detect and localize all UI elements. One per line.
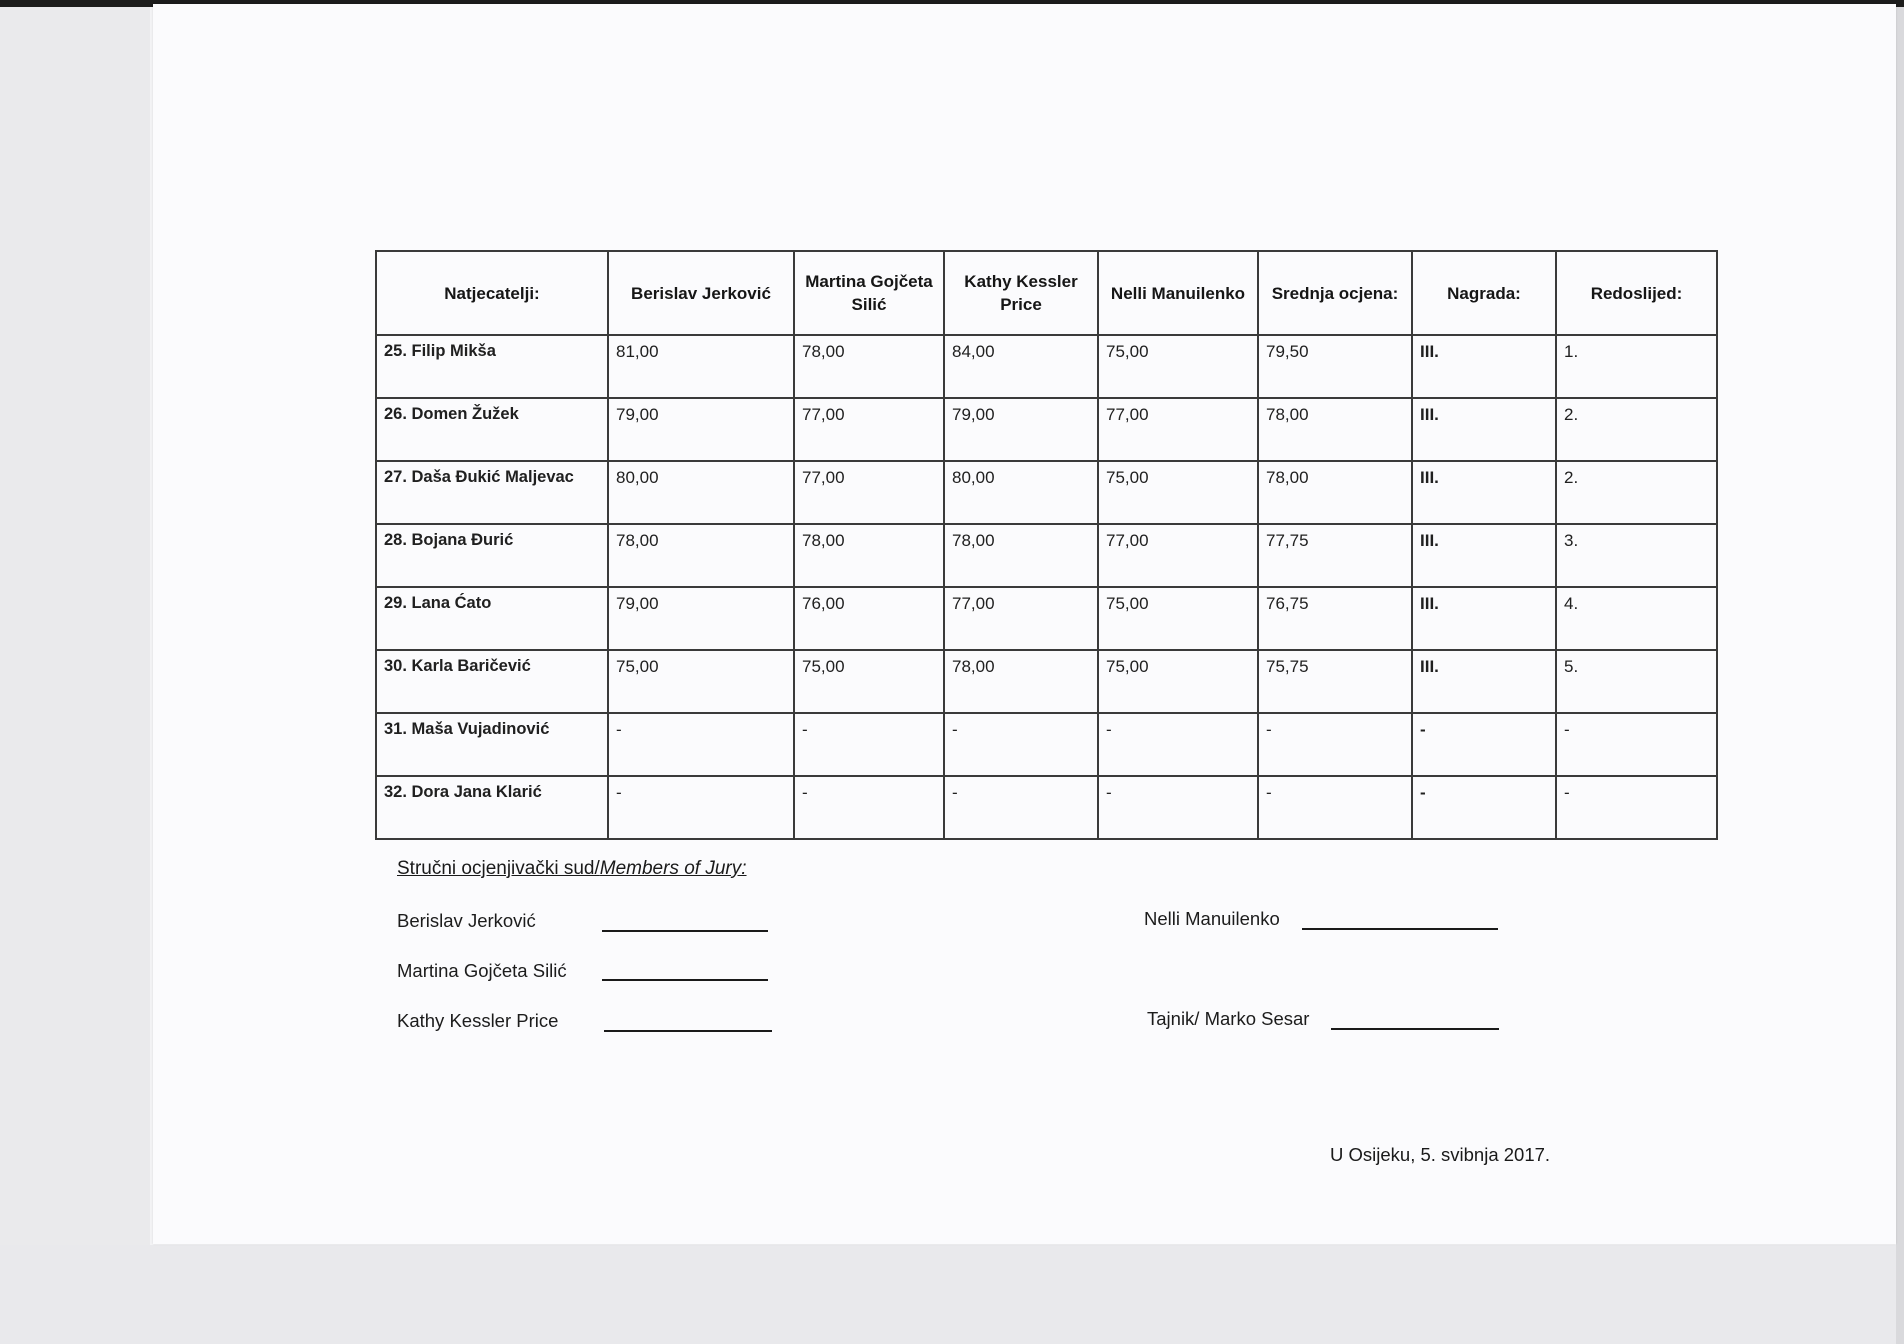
score-juror-4: 75,00 <box>1098 650 1258 713</box>
score-juror-2: 77,00 <box>794 461 944 524</box>
score-juror-1: - <box>608 713 794 776</box>
table-row <box>376 335 1717 398</box>
place-and-date: U Osijeku, 5. svibnja 2017. <box>1330 1144 1551 1165</box>
signature-line <box>1302 928 1498 930</box>
score-juror-4: 77,00 <box>1098 524 1258 587</box>
jury-member-name: Kathy Kessler Price <box>397 1010 559 1031</box>
score-juror-3: 80,00 <box>944 461 1098 524</box>
jury-member-name: Martina Gojčeta Silić <box>397 960 567 981</box>
score-juror-4: - <box>1098 713 1258 776</box>
table-row <box>376 650 1717 713</box>
score-juror-1: - <box>608 776 794 839</box>
score-juror-4: 75,00 <box>1098 335 1258 398</box>
score-juror-2: - <box>794 776 944 839</box>
average-score: 78,00 <box>1258 461 1412 524</box>
header-juror-2: Martina Gojčeta Silić <box>794 251 944 335</box>
score-juror-2: 78,00 <box>794 524 944 587</box>
score-juror-1: 79,00 <box>608 587 794 650</box>
signature-line <box>602 930 768 932</box>
table-row <box>376 587 1717 650</box>
award: III. <box>1412 461 1556 524</box>
score-juror-2: 76,00 <box>794 587 944 650</box>
award: III. <box>1412 650 1556 713</box>
header-award: Nagrada: <box>1412 251 1556 335</box>
header-average: Srednja ocjena: <box>1258 251 1412 335</box>
score-juror-3: 78,00 <box>944 524 1098 587</box>
award: III. <box>1412 335 1556 398</box>
header-juror-4: Nelli Manuilenko <box>1098 251 1258 335</box>
contestant-name: 27. Daša Đukić Maljevac <box>376 461 608 524</box>
score-juror-2: - <box>794 713 944 776</box>
scan-left-margin <box>0 0 150 1344</box>
signature-line <box>602 979 768 981</box>
contestant-name: 28. Bojana Đurić <box>376 524 608 587</box>
score-juror-3: - <box>944 776 1098 839</box>
scan-right-edge <box>1896 0 1904 1344</box>
scan-bottom-margin <box>0 1245 1904 1344</box>
score-juror-2: 78,00 <box>794 335 944 398</box>
score-juror-3: 78,00 <box>944 650 1098 713</box>
header-juror-3: Kathy Kessler Price <box>944 251 1098 335</box>
score-juror-2: 77,00 <box>794 398 944 461</box>
award: - <box>1412 776 1556 839</box>
contestant-name: 32. Dora Jana Klarić <box>376 776 608 839</box>
score-juror-3: 84,00 <box>944 335 1098 398</box>
award: III. <box>1412 524 1556 587</box>
rank: 2. <box>1556 461 1717 524</box>
score-juror-1: 80,00 <box>608 461 794 524</box>
score-juror-1: 75,00 <box>608 650 794 713</box>
score-juror-4: 75,00 <box>1098 461 1258 524</box>
table-row <box>376 776 1717 839</box>
table-row <box>376 524 1717 587</box>
header-row <box>376 251 1717 335</box>
rank: 3. <box>1556 524 1717 587</box>
table-row <box>376 713 1717 776</box>
rank: 2. <box>1556 398 1717 461</box>
rank: 5. <box>1556 650 1717 713</box>
award: - <box>1412 713 1556 776</box>
award: III. <box>1412 587 1556 650</box>
average-score: - <box>1258 776 1412 839</box>
jury-heading <box>397 858 747 880</box>
contestant-name: 26. Domen Žužek <box>376 398 608 461</box>
average-score: 76,75 <box>1258 587 1412 650</box>
contestant-name: 25. Filip Mikša <box>376 335 608 398</box>
jury-member-name: Nelli Manuilenko <box>1144 908 1280 929</box>
jury-member-name: Berislav Jerković <box>397 910 536 931</box>
score-juror-3: - <box>944 713 1098 776</box>
signature-line <box>604 1030 772 1032</box>
contestant-name: 29. Lana Ćato <box>376 587 608 650</box>
signature-line <box>1331 1028 1499 1030</box>
header-rank: Redoslijed: <box>1556 251 1717 335</box>
score-juror-1: 78,00 <box>608 524 794 587</box>
score-juror-3: 79,00 <box>944 398 1098 461</box>
score-juror-1: 79,00 <box>608 398 794 461</box>
average-score: 75,75 <box>1258 650 1412 713</box>
score-juror-2: 75,00 <box>794 650 944 713</box>
score-juror-4: 75,00 <box>1098 587 1258 650</box>
contestant-name: 30. Karla Baričević <box>376 650 608 713</box>
jury-heading-hr: Stručni ocjenjivački sud/ <box>397 858 600 879</box>
rank: - <box>1556 776 1717 839</box>
average-score: 78,00 <box>1258 398 1412 461</box>
rank: 4. <box>1556 587 1717 650</box>
results-table <box>375 250 1718 840</box>
score-juror-4: 77,00 <box>1098 398 1258 461</box>
header-juror-1: Berislav Jerković <box>608 251 794 335</box>
table-row <box>376 461 1717 524</box>
score-juror-3: 77,00 <box>944 587 1098 650</box>
secretary-name: Tajnik/ Marko Sesar <box>1147 1008 1310 1029</box>
score-juror-4: - <box>1098 776 1258 839</box>
award: III. <box>1412 398 1556 461</box>
average-score: - <box>1258 713 1412 776</box>
table-row <box>376 398 1717 461</box>
average-score: 77,75 <box>1258 524 1412 587</box>
rank: - <box>1556 713 1717 776</box>
contestant-name: 31. Maša Vujadinović <box>376 713 608 776</box>
rank: 1. <box>1556 335 1717 398</box>
jury-heading-en: Members of Jury: <box>599 858 747 879</box>
score-juror-1: 81,00 <box>608 335 794 398</box>
header-contestants: Natjecatelji: <box>376 251 608 335</box>
average-score: 79,50 <box>1258 335 1412 398</box>
